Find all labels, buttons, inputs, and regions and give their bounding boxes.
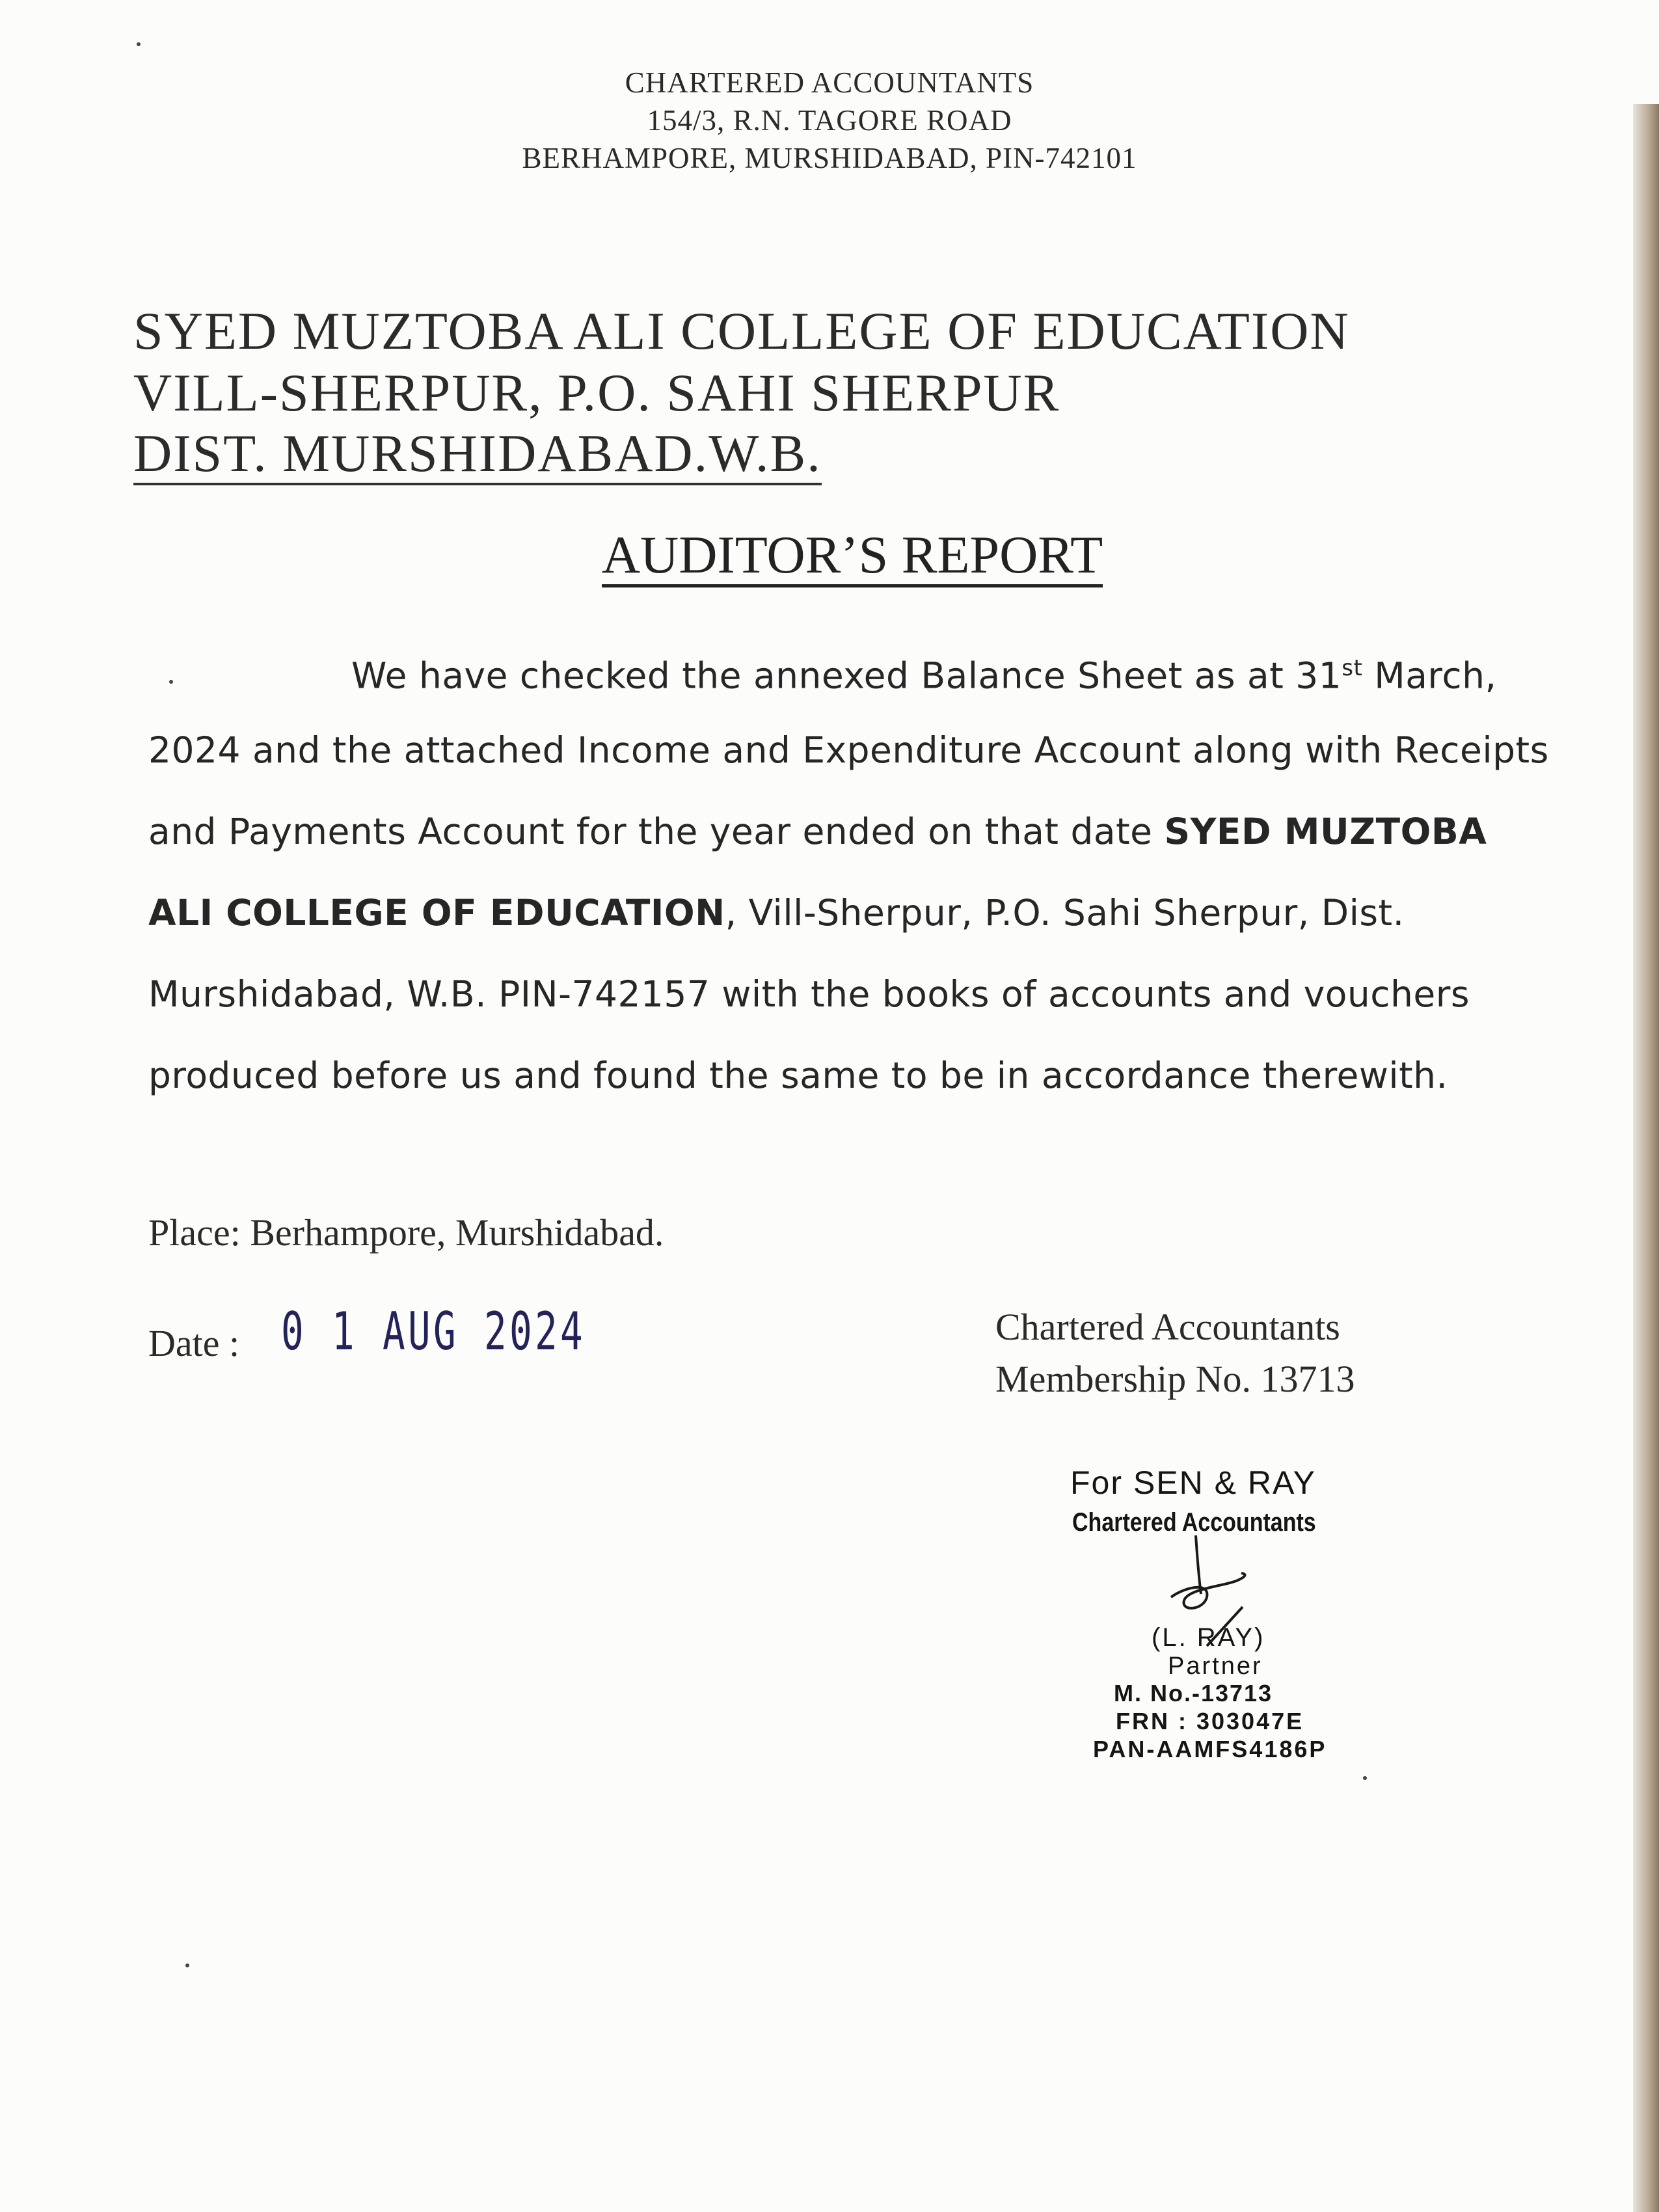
membership-number: Membership No. 13713: [995, 1358, 1355, 1400]
paper-speck: [1363, 1776, 1367, 1780]
letterhead-firm-type: CHARTERED ACCOUNTANTS: [625, 66, 1034, 99]
page-edge-shadow: [1633, 0, 1659, 2212]
report-title-text: AUDITOR’S REPORT: [602, 525, 1103, 587]
report-line-1-text: We have checked the annexed Balance Sheet as at 31: [351, 654, 1342, 697]
report-title: [0, 526, 1659, 584]
stamp-pan: PAN-AAMFS4186P: [1093, 1736, 1327, 1762]
ca-title: Chartered Accountants: [995, 1306, 1340, 1348]
report-line-3: [148, 809, 1487, 854]
report-line-1-end: March,: [1362, 654, 1497, 697]
report-line-3-text: and Payments Account for the year ended on that date: [148, 811, 1165, 852]
date-stamp: 0 1 AUG 2024: [281, 1301, 586, 1362]
college-name-inline-1: SYED MUZTOBA: [1164, 811, 1487, 852]
stamp-firm-type: Chartered Accountants: [1072, 1508, 1316, 1537]
college-name-inline-2: ALI COLLEGE OF EDUCATION: [148, 892, 725, 934]
report-line-2: 2024 and the attached Income and Expenditure Account along with Receipts: [148, 729, 1549, 771]
college-address-line1: VILL-SHERPUR, P.O. SAHI SHERPUR: [133, 363, 1060, 422]
date-label: Date :: [148, 1322, 240, 1364]
paper-speck: [137, 42, 141, 46]
letterhead-address-line2: BERHAMPORE, MURSHIDABAD, PIN-742101: [522, 142, 1137, 174]
report-line-5: Murshidabad, W.B. PIN-742157 with the books of accounts and vouchers: [148, 973, 1470, 1015]
stamp-role: Partner: [1168, 1652, 1263, 1680]
letterhead-address-line1: 154/3, R.N. TAGORE ROAD: [647, 104, 1012, 137]
stamp-frn: FRN : 303047E: [1116, 1708, 1304, 1734]
stamp-for-firm: For SEN & RAY: [1070, 1464, 1316, 1501]
paper-speck: [185, 1963, 189, 1967]
ordinal-suffix: st: [1342, 655, 1363, 681]
place: Place: Berhampore, Murshidabad.: [148, 1211, 664, 1254]
stamp-partner-name: (L. RAY): [1152, 1623, 1265, 1652]
report-line-4-text: , Vill-Sherpur, P.O. Sahi Sherpur, Dist.: [725, 892, 1405, 934]
college-name: SYED MUZTOBA ALI COLLEGE OF EDUCATION: [133, 301, 1350, 360]
report-line-1: [351, 645, 1496, 698]
report-line-4: [148, 890, 1405, 936]
stamp-membership: M. No.-13713: [1114, 1680, 1273, 1706]
college-address-line2: DIST. MURSHIDABAD.W.B.: [133, 424, 822, 485]
report-line-6: produced before us and found the same to be in accordance therewith.: [148, 1055, 1448, 1096]
paper-speck: [169, 680, 173, 684]
